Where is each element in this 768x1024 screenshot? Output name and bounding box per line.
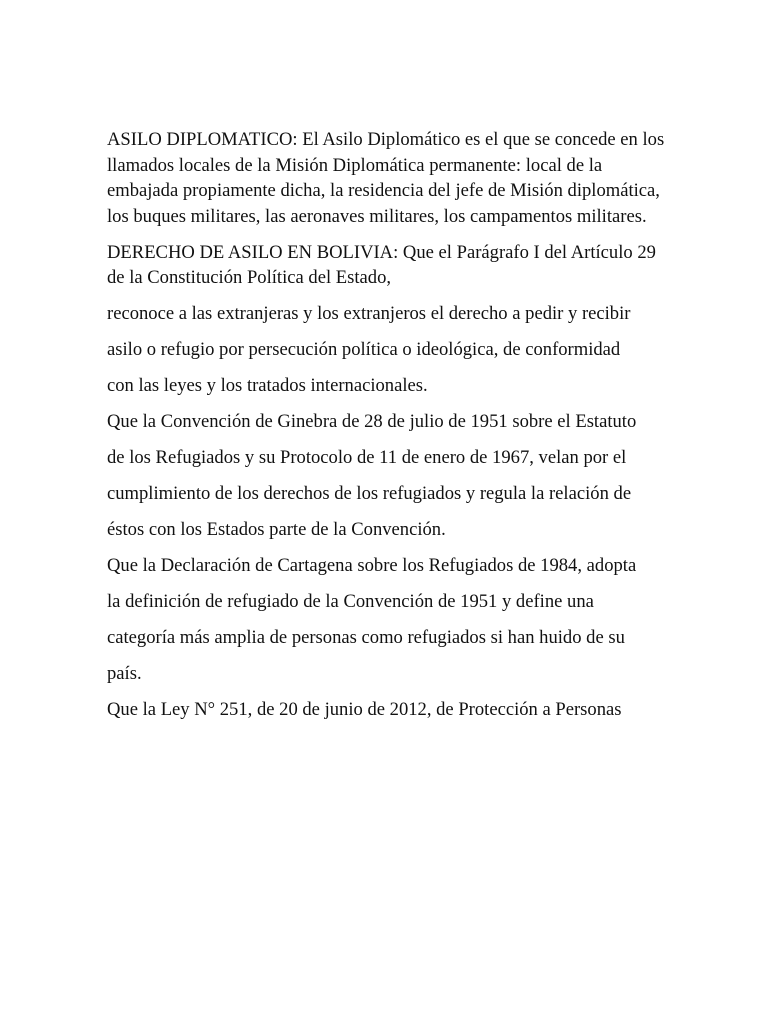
paragraph: la definición de refugiado de la Convención de 1951 y define una bbox=[107, 591, 594, 612]
paragraph: reconoce a las extranjeras y los extranjeros el derecho a pedir y recibir bbox=[107, 303, 631, 324]
paragraph: Que la Ley N° 251, de 20 de junio de 2012, de Protección a Personas bbox=[107, 699, 622, 720]
paragraph: Que la Convención de Ginebra de 28 de julio de 1951 sobre el Estatuto bbox=[107, 411, 637, 432]
paragraph: con las leyes y los tratados internacionales. bbox=[107, 375, 428, 396]
paragraph: cumplimiento de los derechos de los refugiados y regula la relación de bbox=[107, 483, 632, 504]
paragraph-derecho-asilo-bolivia: DERECHO DE ASILO EN BOLIVIA: Que el Parágrafo I del Artículo 29 de la Constitución Política del Estado, bbox=[107, 241, 656, 288]
paragraph: asilo o refugio por persecución política o ideológica, de conformidad bbox=[107, 339, 621, 360]
paragraph: Que la Declaración de Cartagena sobre los Refugiados de 1984, adopta bbox=[107, 555, 637, 576]
paragraph-asilo-diplomatico: ASILO DIPLOMATICO: El Asilo Diplomático es el que se concede en los llamados locales de la Misión Diplomática permanente: local de la embajada propiamente dicha, la residencia del jefe de Misión diplomática, los buques militares, las aeronaves militares, los campamentos militares. bbox=[107, 129, 665, 227]
paragraph: categoría más amplia de personas como refugiados si han huido de su bbox=[107, 627, 625, 648]
document-page bbox=[107, 127, 667, 733]
paragraph: país. bbox=[107, 663, 142, 684]
paragraph: éstos con los Estados parte de la Convención. bbox=[107, 519, 446, 540]
paragraph: de los Refugiados y su Protocolo de 11 de enero de 1967, velan por el bbox=[107, 447, 627, 468]
